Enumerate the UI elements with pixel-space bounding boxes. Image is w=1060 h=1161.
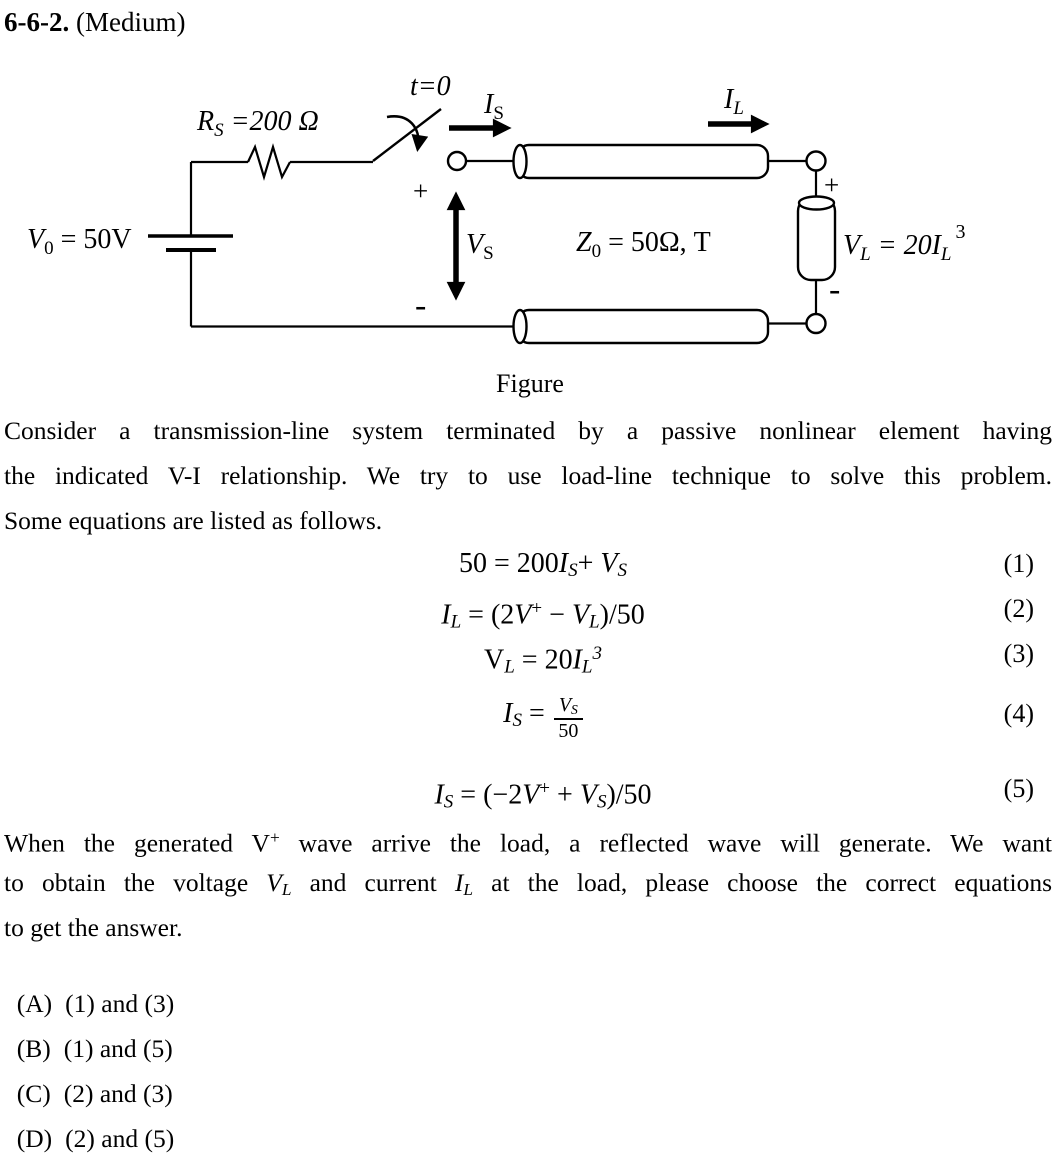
equation-1-number: (1) <box>1003 549 1034 578</box>
answer-option-a-text: (1) and (3) <box>65 989 175 1018</box>
equation-3-number: (3) <box>1003 639 1034 668</box>
equation-3 <box>0 634 1060 678</box>
answer-choices <box>4 936 204 1153</box>
problem-difficulty: (Medium) <box>69 7 186 37</box>
load-plus-sign: + <box>824 170 840 200</box>
switch-time-label: t=0 <box>410 71 451 102</box>
switch <box>373 109 441 161</box>
source-terminal <box>448 152 466 170</box>
paragraph1-line2: the indicated V-I relationship. We try to use load-line technique to solve this problem. <box>4 461 1052 490</box>
equation-2 <box>0 589 1060 633</box>
equation-4 <box>0 686 1060 742</box>
answer-option-d-label: (D) <box>16 1124 53 1153</box>
equation-1-body: 50 = 200IS+ VS <box>458 548 628 582</box>
answer-option-b-text: (1) and (5) <box>63 1034 173 1063</box>
paragraph1-line1: Consider a transmission-line system terminated by a passive nonlinear element having <box>4 416 1052 445</box>
problem-number: 6-6-2. <box>4 7 70 37</box>
z0-label: $Z_0 = 50\Omega$, T <box>576 227 711 262</box>
equation-5 <box>0 769 1060 813</box>
paragraph2-line3: to get the answer. <box>4 913 183 942</box>
answer-option-b <box>17 1034 173 1063</box>
battery-source <box>148 236 233 250</box>
il-label: $I_L$ <box>724 84 744 119</box>
equation-3-body: VL = $20IL^3$ <box>483 643 603 678</box>
answer-option-d <box>17 1124 174 1153</box>
circuit-wires <box>191 161 816 327</box>
answer-option-c <box>17 1079 173 1108</box>
transmission-line-bottom <box>514 310 769 343</box>
load-minus-sign: - <box>829 271 841 308</box>
resistor-zigzag <box>248 147 290 177</box>
answer-option-a <box>17 989 174 1018</box>
rs-label: $R_S =200$ Ω <box>197 106 319 141</box>
paragraph2-line1: When the generated V+ wave arrive the load, a reflected wave will generate. We want <box>4 828 1053 858</box>
vs-label: $V_S$ <box>466 229 494 264</box>
figure-caption: Figure <box>496 369 564 398</box>
is-label: $I_S$ <box>484 89 504 124</box>
equation-5-number: (5) <box>1003 774 1034 803</box>
nonlinear-load <box>798 197 835 281</box>
paragraph2-line2: to obtain the voltage VL and current IL at the load, please choose the correct equations <box>4 868 1052 899</box>
answer-option-b-label: (B) <box>16 1034 51 1063</box>
vs-plus-sign: + <box>413 176 429 206</box>
equation-5-body: IS = (−2V+ + VS)/50 <box>434 778 652 813</box>
answer-option-c-label: (C) <box>16 1079 51 1108</box>
equation-2-body: IL = (2V+ − VL)/50 <box>441 598 645 633</box>
vl-label: $V_L = 20I_L^3$ <box>843 221 966 265</box>
problem-title <box>4 5 185 39</box>
equation-1 <box>0 544 1060 584</box>
load-terminal-bottom <box>807 314 826 333</box>
transmission-line-top <box>514 145 769 178</box>
paragraph1-line3: Some equations are listed as follows. <box>4 506 383 535</box>
switch-closing-arrow <box>387 116 418 147</box>
load-terminal-top <box>807 152 826 171</box>
answer-option-a-label: (A) <box>16 989 53 1018</box>
equation-2-number: (2) <box>1003 594 1034 623</box>
vs-minus-sign: - <box>415 287 427 324</box>
answer-option-c-text: (2) and (3) <box>63 1079 173 1108</box>
answer-option-d-text: (2) and (5) <box>65 1124 175 1153</box>
circuit-figure <box>0 58 1060 362</box>
v0-label: $V_0 = 50V$ <box>27 224 132 259</box>
equation-4-number: (4) <box>1003 699 1034 728</box>
equation-4-body: IS = $\frac{VS}{50}$ <box>0 686 1060 749</box>
